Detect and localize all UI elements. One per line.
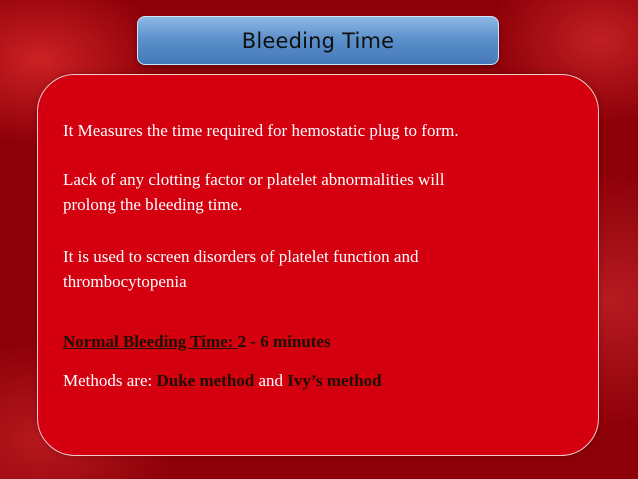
paragraph-prolong <box>63 167 444 217</box>
method-duke: Duke method <box>156 371 255 390</box>
normal-time-value: 2 - 6 minutes <box>237 332 331 351</box>
content-panel <box>37 74 599 456</box>
screen-line-1: It is used to screen disorders of platelet function and <box>63 247 419 266</box>
prolong-line-1: Lack of any clotting factor or platelet abnormalities will <box>63 170 445 189</box>
paragraph-methods <box>63 368 382 393</box>
method-ivy: Ivy’s method <box>287 371 382 390</box>
paragraph-screen <box>63 244 418 294</box>
methods-prefix: Methods are: <box>63 371 157 390</box>
paragraph-normal-time <box>63 329 331 354</box>
paragraph-definition <box>63 118 459 143</box>
prolong-line-2: prolong the bleeding time. <box>63 195 243 214</box>
title-banner <box>137 16 499 65</box>
slide-title: Bleeding Time <box>241 28 395 53</box>
definition-text: It Measures the time required for hemostatic plug to form. <box>63 121 459 140</box>
screen-line-2: thrombocytopenia <box>63 272 187 291</box>
normal-time-label: Normal Bleeding Time: <box>63 332 238 351</box>
methods-and: and <box>254 371 288 390</box>
